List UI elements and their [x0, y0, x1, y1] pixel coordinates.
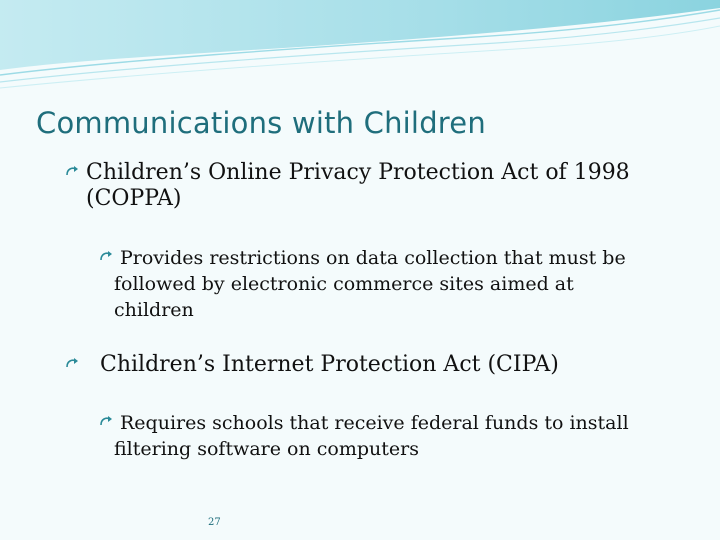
bullet-coppa — [64, 160, 684, 212]
sub-bullet-coppa-detail — [98, 245, 698, 323]
bullet-text: filtering software on computers — [114, 438, 419, 460]
bullet-text: Children’s Internet Protection Act (CIPA) — [100, 352, 559, 377]
curled-arrow-bullet-icon — [98, 249, 116, 265]
bullet-text: Children’s Online Privacy Protection Act of 1998 — [86, 160, 630, 185]
bullet-cipa — [64, 352, 684, 378]
bullet-text: followed by electronic commerce sites aimed at — [114, 273, 574, 295]
bullet-text: (COPPA) — [86, 186, 182, 211]
sub-bullet-cipa-detail — [98, 410, 698, 462]
page-number: 27 — [208, 517, 221, 528]
slide-title: Communications with Children — [36, 106, 486, 140]
bullet-text: Provides restrictions on data collection that must be — [120, 247, 626, 269]
decorative-header-wave — [0, 0, 720, 110]
bullet-text: children — [114, 299, 194, 321]
bullet-text: Requires schools that receive federal funds to install — [120, 412, 629, 434]
curled-arrow-bullet-icon — [98, 414, 116, 430]
curled-arrow-bullet-icon — [64, 164, 82, 180]
curled-arrow-bullet-icon — [64, 356, 82, 372]
